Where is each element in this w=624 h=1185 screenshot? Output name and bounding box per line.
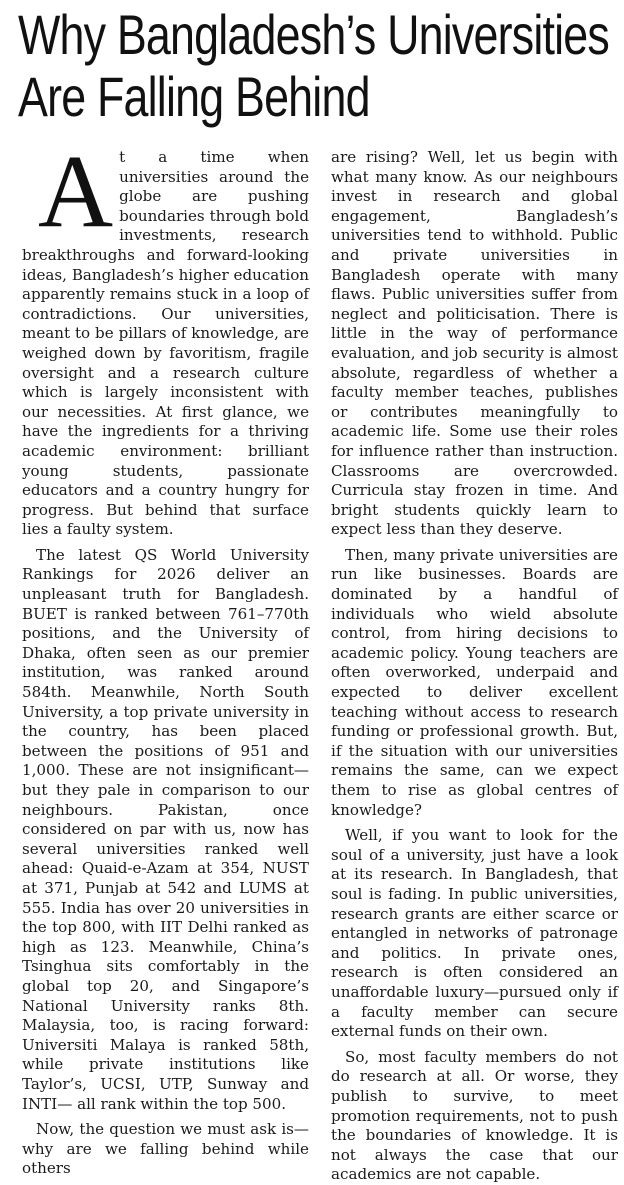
headline <box>18 3 610 128</box>
paragraph-research: Well, if you want to look for the soul of a university, just have a look at its research. In Bangladesh, that soul is fading. In public universities, research grants are either scarce or entangled in networks of patronage and politics. In private ones, research is often considered an unaffordable luxury—pursued only if a faculty member can secure external funds on their own. <box>331 826 618 1041</box>
paragraph-public-universities: are rising? Well, let us begin with what many know. As our neighbours invest in research and global engagement, Bangladesh’s universities tend to withhold. Public and private universities in Bangladesh operate with many flaws. Public universities suffer from neglect and politicisation. There is little in the way of performance evaluation, and job security is almost absolute, regardless of whether a faculty member teaches, publishes or contributes meaningfully to academic life. Some use their roles for influence rather than instruction. Classrooms are overcrowded. Curricula stay frozen in time. And bright students quickly learn to expect less than they deserve. <box>331 148 618 539</box>
headline-line-1: Why Bangladesh’s Universities <box>18 3 610 66</box>
paragraph-private-universities: Then, many private universities are run like businesses. Boards are dominated by a handful of individuals who wield absolute control, from hiring decisions to academic policy. Young teachers are often overworked, underpaid and expected to deliver excellent teaching without access to research funding or professional growth. But, if the situation with our universities remains the same, can we expect them to rise as global centres of knowledge? <box>331 545 618 819</box>
paragraph-intro-text: t a time when universities around the globe are pushing boundaries through bold investments, research breakthroughs and forward-looking ideas, Bangladesh’s higher education apparently remains stuck in a loop of contradictions. Our universities, meant to be pillars of knowledge, are weighed down by favoritism, fragile oversight and a research culture which is largely inconsistent with our necessities. At first glance, we have the ingredients for a thriving academic environment: brilliant young students, passionate educators and a country hungry for progress. But behind that surface lies a faulty system. <box>22 148 309 539</box>
headline-line-2: Are Falling Behind <box>18 65 370 128</box>
article-column-2 <box>331 148 618 1184</box>
article-column-1 <box>22 134 309 1178</box>
paragraph-intro <box>22 134 309 540</box>
paragraph-rankings: The latest QS World University Rankings for 2026 deliver an unpleasant truth for Bangladesh. BUET is ranked between 761–770th positions, and the University of Dhaka, often seen as our premier institution, was ranked around 584th. Meanwhile, North South University, a top private university in the country, has been placed between the positions of 951 and 1,000. These are not insignificant—but they pale in comparison to our neighbours. Pakistan, once considered on par with us, now has several universities ranked well ahead: Quaid-e-Azam at 354, NUST at 371, Punjab at 542 and LUMS at 555. India has over 20 universities in the top 800, with IIT Delhi ranked as high as 123. Meanwhile, China’s Tsinghua sits comfortably in the global top 20, and Singapore’s National University ranks 8th. Malaysia, too, is racing forward: Universiti Malaya is ranked 58th, while private institutions like Taylor’s, UCSI, UTP, Sunway and INTI— all rank within the top 500. <box>22 545 309 1113</box>
drop-cap: A <box>38 134 114 249</box>
article-body <box>22 134 618 1184</box>
paragraph-faculty: So, most faculty members do not do research at all. Or worse, they publish to survive, to meet promotion requirements, not to push the boundaries of knowledge. It is not always the case that our academics are not capable. <box>331 1047 618 1184</box>
paragraph-question: Now, the question we must ask is—why are we falling behind while others <box>22 1120 309 1178</box>
